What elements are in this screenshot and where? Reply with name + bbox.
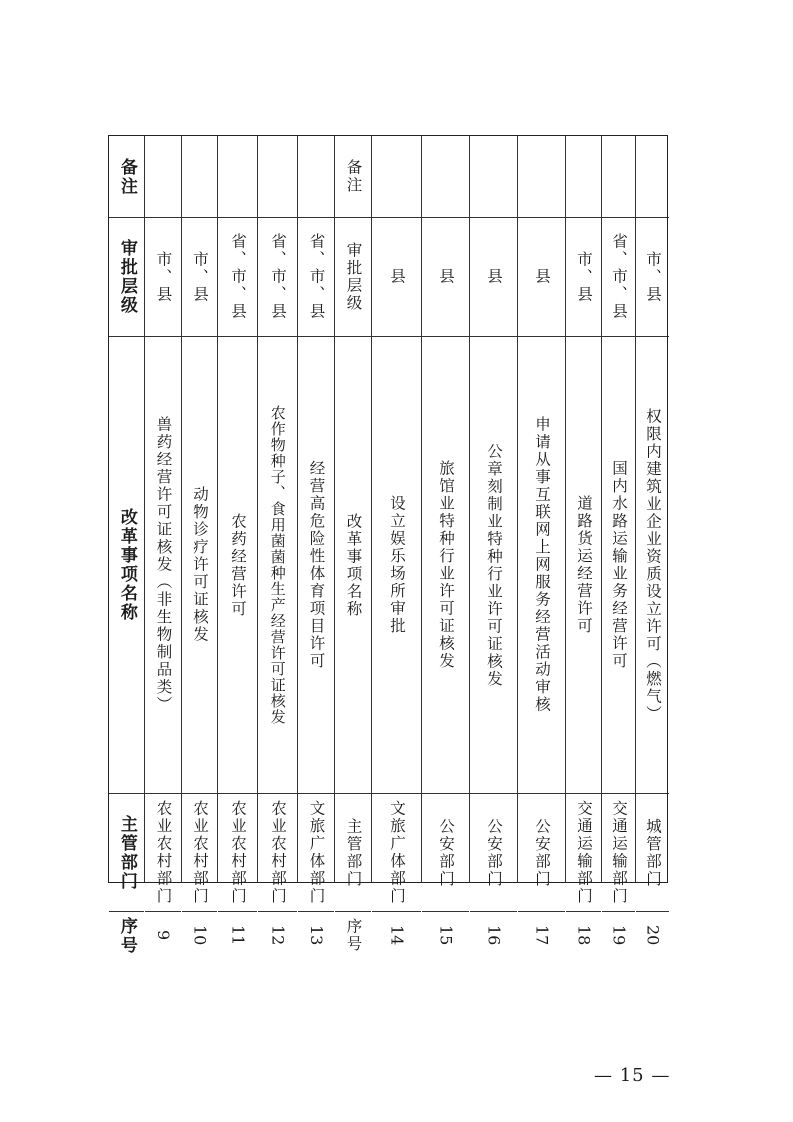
row-seq: 17 — [518, 911, 565, 959]
row-name: 改革事项名称 — [335, 336, 371, 793]
row-note — [518, 136, 565, 217]
header-name: 改革事项名称 — [116, 508, 137, 622]
header-dept: 主管部门 — [116, 814, 137, 891]
row-note — [145, 136, 181, 217]
row-seq: 18 — [566, 911, 601, 959]
row-level: 市、县 — [145, 217, 181, 336]
row-seq: 12 — [258, 911, 297, 959]
row-dept: 农业农村部门 — [218, 793, 257, 911]
row-seq: 10 — [182, 911, 217, 959]
row-note — [218, 136, 257, 217]
row-name: 申请从事互联网上网服务经营活动审核 — [518, 336, 565, 793]
header-seq-cell — [109, 911, 144, 959]
approval-table — [108, 135, 668, 955]
row-note — [636, 136, 669, 217]
table-row — [217, 136, 257, 946]
row-note — [470, 136, 517, 217]
table-row — [181, 136, 217, 946]
row-seq: 16 — [470, 911, 517, 959]
table-row — [635, 136, 669, 946]
header-note: 备注 — [116, 157, 137, 196]
row-seq: 20 — [636, 911, 669, 959]
row-seq: 9 — [145, 911, 181, 959]
row-dept: 文旅广体部门 — [372, 793, 421, 911]
row-name: 权限内建筑业企业资质设立许可（燃气） — [636, 336, 669, 793]
page-number: — 15 — — [594, 1065, 671, 1086]
table-row — [297, 136, 334, 946]
row-dept: 农业农村部门 — [145, 793, 181, 911]
row-level: 县 — [422, 217, 469, 336]
row-dept: 交通运输部门 — [602, 793, 635, 911]
row-dept: 文旅广体部门 — [298, 793, 334, 911]
row-name: 兽药经营许可证核发（非生物制品类） — [145, 336, 181, 793]
header-seq: 序号 — [116, 916, 137, 955]
row-dept: 公安部门 — [422, 793, 469, 911]
row-level: 市、县 — [636, 217, 669, 336]
row-name: 道路货运经营许可 — [566, 336, 601, 793]
row-level: 省、市、县 — [258, 217, 297, 336]
row-name: 动物诊疗许可证核发 — [182, 336, 217, 793]
row-dept: 农业农村部门 — [258, 793, 297, 911]
header-level: 审批层级 — [116, 239, 137, 315]
table-row — [421, 136, 469, 946]
table-row — [371, 136, 421, 946]
row-name: 国内水路运输业务经营许可 — [602, 336, 635, 793]
row-name: 经营高危险性体育项目许可 — [298, 336, 334, 793]
table-row — [144, 136, 181, 941]
header-name-cell — [109, 336, 144, 793]
row-dept: 主管部门 — [335, 793, 371, 911]
table-row — [565, 136, 601, 946]
row-dept: 交通运输部门 — [566, 793, 601, 911]
row-name: 设立娱乐场所审批 — [372, 336, 421, 793]
row-note — [258, 136, 297, 217]
header-level-cell — [109, 217, 144, 336]
row-dept: 公安部门 — [470, 793, 517, 911]
row-level: 市、县 — [182, 217, 217, 336]
row-note — [182, 136, 217, 217]
row-level: 省、市、县 — [218, 217, 257, 336]
row-name: 农作物种子、食用菌菌种生产经营许可证核发 — [258, 336, 297, 793]
row-level: 省、市、县 — [602, 217, 635, 336]
table-row — [469, 136, 517, 946]
table-row — [601, 136, 635, 946]
row-dept: 农业农村部门 — [182, 793, 217, 911]
row-level: 县 — [518, 217, 565, 336]
row-note — [566, 136, 601, 217]
row-note — [602, 136, 635, 217]
row-note — [422, 136, 469, 217]
row-note — [372, 136, 421, 217]
table-row — [517, 136, 565, 946]
row-seq: 14 — [372, 911, 421, 959]
row-level: 县 — [372, 217, 421, 336]
row-seq: 15 — [422, 911, 469, 959]
row-level: 市、县 — [566, 217, 601, 336]
row-level: 县 — [470, 217, 517, 336]
row-level: 省、市、县 — [298, 217, 334, 336]
row-name: 农药经营许可 — [218, 336, 257, 793]
row-note — [298, 136, 334, 217]
header-dept-cell — [109, 793, 144, 911]
row-name: 公章刻制业特种行业许可证核发 — [470, 336, 517, 793]
table-header-row — [109, 136, 144, 955]
header-note-cell — [109, 136, 144, 217]
row-dept: 城管部门 — [636, 793, 669, 911]
row-note: 备注 — [344, 159, 363, 194]
row-seq: 11 — [218, 911, 257, 959]
table-row — [257, 136, 297, 946]
row-name: 旅馆业特种行业许可证核发 — [422, 336, 469, 793]
row-seq: 19 — [602, 911, 635, 959]
row-level: 审批层级 — [335, 217, 371, 336]
repeated-header-row — [334, 136, 371, 953]
row-seq: 序号 — [335, 911, 371, 959]
row-dept: 公安部门 — [518, 793, 565, 911]
row-seq: 13 — [298, 911, 334, 959]
